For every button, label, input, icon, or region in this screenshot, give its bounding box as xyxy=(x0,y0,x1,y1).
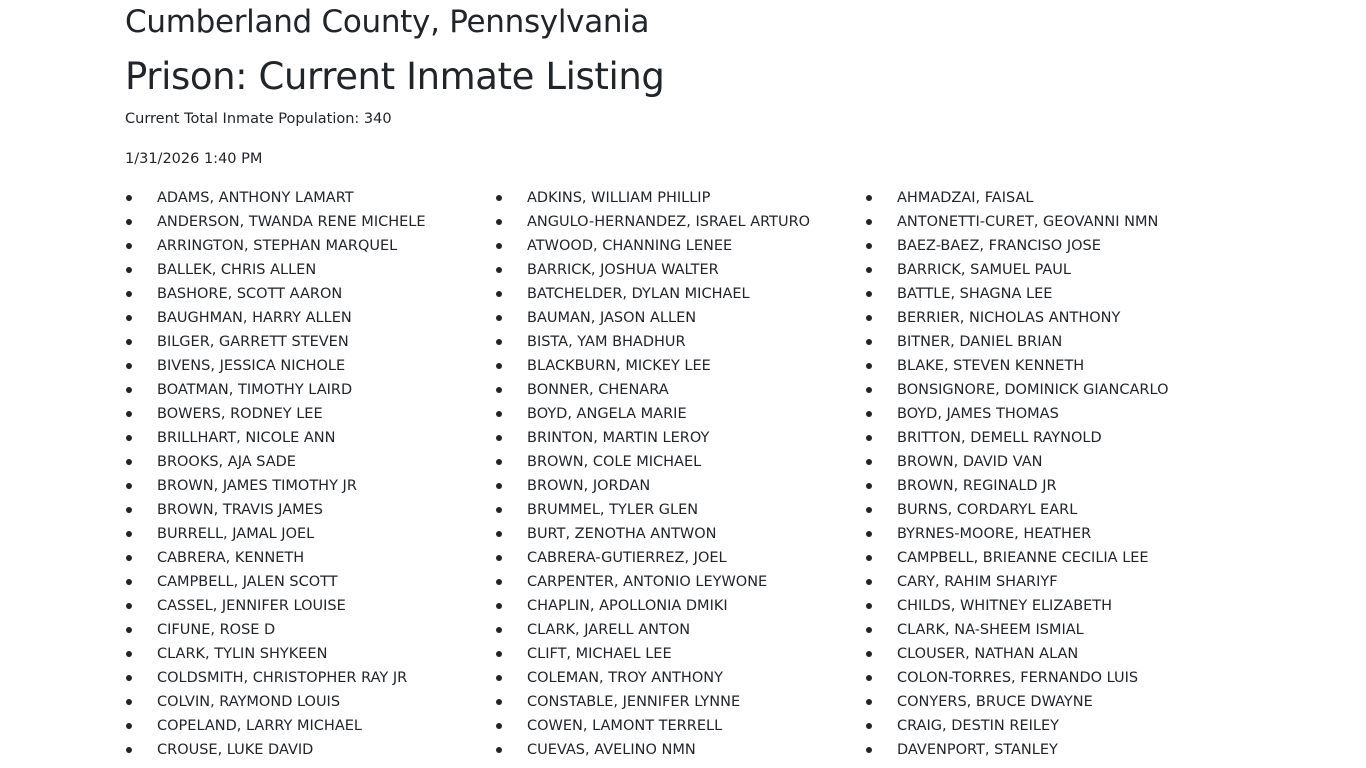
inmate-list-item[interactable] xyxy=(865,426,1235,450)
inmate-name[interactable]: DAVENPORT, STANLEY xyxy=(897,742,1058,758)
bullet-icon xyxy=(866,435,872,441)
bullet-icon xyxy=(866,387,872,393)
bullet-icon xyxy=(496,579,502,585)
bullet-icon xyxy=(866,555,872,561)
inmate-name[interactable]: BRITTON, DEMELL RAYNOLD xyxy=(897,430,1102,446)
inmate-list-item[interactable] xyxy=(125,210,495,234)
inmate-list-item[interactable] xyxy=(865,210,1235,234)
inmate-name[interactable]: CAMPBELL, JALEN SCOTT xyxy=(157,574,338,590)
bullet-icon xyxy=(496,315,502,321)
inmate-list-item[interactable] xyxy=(495,258,865,282)
bullet-icon xyxy=(866,315,872,321)
inmate-name[interactable]: BALLEK, CHRIS ALLEN xyxy=(157,262,317,278)
inmate-list-item[interactable] xyxy=(495,546,865,570)
bullet-icon xyxy=(496,699,502,705)
inmate-name[interactable]: BOWERS, RODNEY LEE xyxy=(157,406,323,422)
inmate-list-item[interactable] xyxy=(495,330,865,354)
inmate-list-item[interactable] xyxy=(125,234,495,258)
listing-timestamp: 1/31/2026 1:40 PM xyxy=(125,151,263,167)
bullet-icon xyxy=(496,363,502,369)
inmate-list-item[interactable] xyxy=(495,738,865,762)
bullet-icon xyxy=(126,435,132,441)
bullet-icon xyxy=(496,339,502,345)
inmate-list-item[interactable] xyxy=(495,570,865,594)
bullet-icon xyxy=(126,267,132,273)
inmate-list-item[interactable] xyxy=(865,402,1235,426)
bullet-icon xyxy=(496,387,502,393)
bullet-icon xyxy=(126,579,132,585)
inmate-list-item[interactable] xyxy=(865,258,1235,282)
bullet-icon xyxy=(496,483,502,489)
page-title: Prison: Current Inmate Listing xyxy=(125,55,665,98)
inmate-list-item[interactable] xyxy=(865,498,1235,522)
inmate-name[interactable]: CRAIG, DESTIN REILEY xyxy=(897,718,1059,734)
inmate-name[interactable]: COPELAND, LARRY MICHAEL xyxy=(157,718,362,734)
inmate-list-item[interactable] xyxy=(125,186,495,210)
inmate-name[interactable]: BATTLE, SHAGNA LEE xyxy=(897,286,1053,302)
inmate-list-item[interactable] xyxy=(125,690,495,714)
bullet-icon xyxy=(496,435,502,441)
inmate-list-item[interactable] xyxy=(495,498,865,522)
inmate-list-item[interactable] xyxy=(865,306,1235,330)
inmate-list-item[interactable] xyxy=(125,618,495,642)
inmate-list-item[interactable] xyxy=(125,450,495,474)
inmate-list-item[interactable] xyxy=(125,714,495,738)
inmate-list-item[interactable] xyxy=(495,210,865,234)
inmate-name[interactable]: BROWN, JORDAN xyxy=(527,478,651,494)
bullet-icon xyxy=(126,363,132,369)
inmate-name[interactable]: CLARK, NA-SHEEM ISMIAL xyxy=(897,622,1084,638)
bullet-icon xyxy=(496,675,502,681)
inmate-name[interactable]: BROWN, TRAVIS JAMES xyxy=(157,502,323,518)
inmate-name[interactable]: BARRICK, JOSHUA WALTER xyxy=(527,262,719,278)
inmate-list-item[interactable] xyxy=(495,714,865,738)
inmate-name[interactable]: CASSEL, JENNIFER LOUISE xyxy=(157,598,346,614)
inmate-name[interactable]: CLARK, JARELL ANTON xyxy=(527,622,691,638)
inmate-list-item[interactable] xyxy=(865,450,1235,474)
inmate-name[interactable]: CROUSE, LUKE DAVID xyxy=(157,742,314,758)
bullet-icon xyxy=(866,579,872,585)
bullet-icon xyxy=(126,723,132,729)
inmate-column-3 xyxy=(865,186,1235,762)
inmate-list-item[interactable] xyxy=(495,426,865,450)
inmate-name[interactable]: CONYERS, BRUCE DWAYNE xyxy=(897,694,1093,710)
inmate-name[interactable]: CLIFT, MICHAEL LEE xyxy=(527,646,672,662)
bullet-icon xyxy=(496,747,502,753)
inmate-column-1 xyxy=(125,186,495,762)
bullet-icon xyxy=(496,291,502,297)
bullet-icon xyxy=(866,675,872,681)
inmate-name[interactable]: BURRELL, JAMAL JOEL xyxy=(157,526,315,542)
inmate-name[interactable]: COWEN, LAMONT TERRELL xyxy=(527,718,723,734)
bullet-icon xyxy=(496,219,502,225)
inmate-list-item[interactable] xyxy=(495,450,865,474)
inmate-list-item[interactable] xyxy=(495,354,865,378)
bullet-icon xyxy=(496,627,502,633)
inmate-name[interactable]: CONSTABLE, JENNIFER LYNNE xyxy=(527,694,741,710)
inmate-name[interactable]: CARPENTER, ANTONIO LEYWONE xyxy=(527,574,768,590)
bullet-icon xyxy=(866,411,872,417)
inmate-name[interactable]: CLOUSER, NATHAN ALAN xyxy=(897,646,1079,662)
inmate-name[interactable]: ADKINS, WILLIAM PHILLIP xyxy=(527,190,711,206)
inmate-list-item[interactable] xyxy=(865,546,1235,570)
inmate-name[interactable]: BILGER, GARRETT STEVEN xyxy=(157,334,349,350)
inmate-name[interactable]: BAEZ-BAEZ, FRANCISO JOSE xyxy=(897,238,1101,254)
bullet-icon xyxy=(866,243,872,249)
inmate-name[interactable]: BROWN, COLE MICHAEL xyxy=(527,454,702,470)
inmate-name[interactable]: BURNS, CORDARYL EARL xyxy=(897,502,1078,518)
inmate-list-item[interactable] xyxy=(125,282,495,306)
inmate-population-count: Current Total Inmate Population: 340 xyxy=(125,111,392,127)
bullet-icon xyxy=(866,459,872,465)
inmate-name[interactable]: BAUMAN, JASON ALLEN xyxy=(527,310,697,326)
bullet-icon xyxy=(126,195,132,201)
inmate-list-item[interactable] xyxy=(125,474,495,498)
inmate-name[interactable]: ATWOOD, CHANNING LENEE xyxy=(527,238,733,254)
inmate-name[interactable]: BRUMMEL, TYLER GLEN xyxy=(527,502,699,518)
inmate-name[interactable]: CIFUNE, ROSE D xyxy=(157,622,276,638)
bullet-icon xyxy=(126,627,132,633)
county-title: Cumberland County, Pennsylvania xyxy=(125,4,650,40)
inmate-list-item[interactable] xyxy=(495,522,865,546)
bullet-icon xyxy=(126,411,132,417)
inmate-name[interactable]: ANDERSON, TWANDA RENE MICHELE xyxy=(157,214,426,230)
inmate-name[interactable]: AHMADZAI, FAISAL xyxy=(897,190,1034,206)
inmate-name[interactable]: COLDSMITH, CHRISTOPHER RAY JR xyxy=(157,670,408,686)
inmate-list-item[interactable] xyxy=(865,186,1235,210)
bullet-icon xyxy=(866,627,872,633)
bullet-icon xyxy=(866,723,872,729)
inmate-list-item[interactable] xyxy=(125,258,495,282)
inmate-list-item[interactable] xyxy=(125,354,495,378)
inmate-list-item[interactable] xyxy=(865,522,1235,546)
bullet-icon xyxy=(866,507,872,513)
inmate-name[interactable]: BRILLHART, NICOLE ANN xyxy=(157,430,336,446)
bullet-icon xyxy=(126,483,132,489)
inmate-name[interactable]: CUEVAS, AVELINO NMN xyxy=(527,742,696,758)
inmate-list-item[interactable] xyxy=(125,402,495,426)
inmate-list-item[interactable] xyxy=(125,594,495,618)
inmate-list-item[interactable] xyxy=(865,570,1235,594)
inmate-list-item[interactable] xyxy=(495,306,865,330)
bullet-icon xyxy=(126,243,132,249)
inmate-name[interactable]: BAUGHMAN, HARRY ALLEN xyxy=(157,310,352,326)
inmate-list-item[interactable] xyxy=(865,330,1235,354)
inmate-name[interactable]: BLAKE, STEVEN KENNETH xyxy=(897,358,1085,374)
inmate-list-item[interactable] xyxy=(865,354,1235,378)
bullet-icon xyxy=(866,531,872,537)
inmate-name[interactable]: BOATMAN, TIMOTHY LAIRD xyxy=(157,382,353,398)
inmate-list-item[interactable] xyxy=(495,642,865,666)
inmate-list-item[interactable] xyxy=(125,738,495,762)
bullet-icon xyxy=(866,339,872,345)
bullet-icon xyxy=(496,531,502,537)
inmate-list-item[interactable] xyxy=(865,594,1235,618)
inmate-list-item[interactable] xyxy=(495,666,865,690)
bullet-icon xyxy=(126,699,132,705)
bullet-icon xyxy=(866,651,872,657)
bullet-icon xyxy=(496,723,502,729)
inmate-name[interactable]: BOYD, JAMES THOMAS xyxy=(897,406,1059,422)
bullet-icon xyxy=(496,195,502,201)
inmate-list-item[interactable] xyxy=(865,618,1235,642)
inmate-list-item[interactable] xyxy=(865,714,1235,738)
inmate-name[interactable]: BARRICK, SAMUEL PAUL xyxy=(897,262,1071,278)
inmate-list-item[interactable] xyxy=(495,378,865,402)
inmate-name[interactable]: BONNER, CHENARA xyxy=(527,382,669,398)
bullet-icon xyxy=(496,267,502,273)
bullet-icon xyxy=(126,603,132,609)
inmate-name[interactable]: ADAMS, ANTHONY LAMART xyxy=(157,190,354,206)
bullet-icon xyxy=(126,555,132,561)
inmate-name[interactable]: BRINTON, MARTIN LEROY xyxy=(527,430,710,446)
bullet-icon xyxy=(866,699,872,705)
inmate-name[interactable]: BYRNES-MOORE, HEATHER xyxy=(897,526,1092,542)
inmate-name[interactable]: BROWN, REGINALD JR xyxy=(897,478,1057,494)
bullet-icon xyxy=(126,651,132,657)
inmate-name[interactable]: COLVIN, RAYMOND LOUIS xyxy=(157,694,341,710)
bullet-icon xyxy=(126,507,132,513)
inmate-name[interactable]: COLEMAN, TROY ANTHONY xyxy=(527,670,723,686)
inmate-list-item[interactable] xyxy=(495,402,865,426)
inmate-list-item[interactable] xyxy=(495,690,865,714)
inmate-name[interactable]: BLACKBURN, MICKEY LEE xyxy=(527,358,711,374)
inmate-list-item[interactable] xyxy=(495,234,865,258)
bullet-icon xyxy=(496,603,502,609)
bullet-icon xyxy=(866,483,872,489)
inmate-list-item[interactable] xyxy=(865,234,1235,258)
inmate-name[interactable]: CABRERA, KENNETH xyxy=(157,550,305,566)
inmate-list-item[interactable] xyxy=(865,738,1235,762)
bullet-icon xyxy=(496,555,502,561)
bullet-icon xyxy=(126,219,132,225)
bullet-icon xyxy=(126,747,132,753)
inmate-list-item[interactable] xyxy=(495,186,865,210)
bullet-icon xyxy=(866,291,872,297)
inmate-list-item[interactable] xyxy=(125,570,495,594)
inmate-list-item[interactable] xyxy=(495,474,865,498)
inmate-name[interactable]: BONSIGNORE, DOMINICK GIANCARLO xyxy=(897,382,1169,398)
inmate-name[interactable]: BOYD, ANGELA MARIE xyxy=(527,406,687,422)
inmate-name[interactable]: CAMPBELL, BRIEANNE CECILIA LEE xyxy=(897,550,1149,566)
inmate-list-item[interactable] xyxy=(865,282,1235,306)
bullet-icon xyxy=(496,459,502,465)
bullet-icon xyxy=(866,219,872,225)
bullet-icon xyxy=(866,195,872,201)
inmate-list-item[interactable] xyxy=(125,330,495,354)
inmate-list-item[interactable] xyxy=(495,282,865,306)
bullet-icon xyxy=(126,387,132,393)
bullet-icon xyxy=(126,459,132,465)
bullet-icon xyxy=(126,339,132,345)
inmate-name[interactable]: BURT, ZENOTHA ANTWON xyxy=(527,526,717,542)
inmate-list-item[interactable] xyxy=(125,378,495,402)
inmate-name[interactable]: BASHORE, SCOTT AARON xyxy=(157,286,343,302)
bullet-icon xyxy=(126,315,132,321)
inmate-list-item[interactable] xyxy=(865,666,1235,690)
bullet-icon xyxy=(126,291,132,297)
bullet-icon xyxy=(126,675,132,681)
bullet-icon xyxy=(866,603,872,609)
bullet-icon xyxy=(496,411,502,417)
inmate-list-item[interactable] xyxy=(865,378,1235,402)
bullet-icon xyxy=(496,651,502,657)
inmate-list-item[interactable] xyxy=(865,474,1235,498)
inmate-name[interactable]: BROWN, DAVID VAN xyxy=(897,454,1043,470)
inmate-name[interactable]: BIVENS, JESSICA NICHOLE xyxy=(157,358,346,374)
inmate-list-item[interactable] xyxy=(125,522,495,546)
inmate-list-item[interactable] xyxy=(495,618,865,642)
inmate-name[interactable]: CHILDS, WHITNEY ELIZABETH xyxy=(897,598,1113,614)
inmate-name[interactable]: BROWN, JAMES TIMOTHY JR xyxy=(157,478,357,494)
bullet-icon xyxy=(496,507,502,513)
inmate-list-item[interactable] xyxy=(125,546,495,570)
inmate-name[interactable]: COLON-TORRES, FERNANDO LUIS xyxy=(897,670,1139,686)
inmate-list-item[interactable] xyxy=(125,666,495,690)
bullet-icon xyxy=(866,267,872,273)
inmate-name[interactable]: ARRINGTON, STEPHAN MARQUEL xyxy=(157,238,398,254)
inmate-column-2 xyxy=(495,186,865,762)
inmate-name[interactable]: CARY, RAHIM SHARIYF xyxy=(897,574,1058,590)
inmate-name[interactable]: ANTONETTI-CURET, GEOVANNI NMN xyxy=(897,214,1159,230)
inmate-list-item[interactable] xyxy=(865,642,1235,666)
bullet-icon xyxy=(866,363,872,369)
bullet-icon xyxy=(496,243,502,249)
inmate-list-item[interactable] xyxy=(125,642,495,666)
inmate-list-item[interactable] xyxy=(495,594,865,618)
bullet-icon xyxy=(866,747,872,753)
inmate-name[interactable]: BERRIER, NICHOLAS ANTHONY xyxy=(897,310,1121,326)
inmate-name[interactable]: CABRERA-GUTIERREZ, JOEL xyxy=(527,550,727,566)
inmate-name[interactable]: BROOKS, AJA SADE xyxy=(157,454,296,470)
inmate-name[interactable]: ANGULO-HERNANDEZ, ISRAEL ARTURO xyxy=(527,214,811,230)
inmate-name[interactable]: CLARK, TYLIN SHYKEEN xyxy=(157,646,328,662)
inmate-list xyxy=(125,186,1245,762)
inmate-list-item[interactable] xyxy=(125,426,495,450)
inmate-name[interactable]: BISTA, YAM BHADHUR xyxy=(527,334,686,350)
inmate-list-item[interactable] xyxy=(125,306,495,330)
inmate-name[interactable]: CHAPLIN, APOLLONIA DMIKI xyxy=(527,598,728,614)
inmate-name[interactable]: BATCHELDER, DYLAN MICHAEL xyxy=(527,286,750,302)
inmate-name[interactable]: BITNER, DANIEL BRIAN xyxy=(897,334,1063,350)
inmate-list-item[interactable] xyxy=(125,498,495,522)
bullet-icon xyxy=(126,531,132,537)
inmate-list-item[interactable] xyxy=(865,690,1235,714)
